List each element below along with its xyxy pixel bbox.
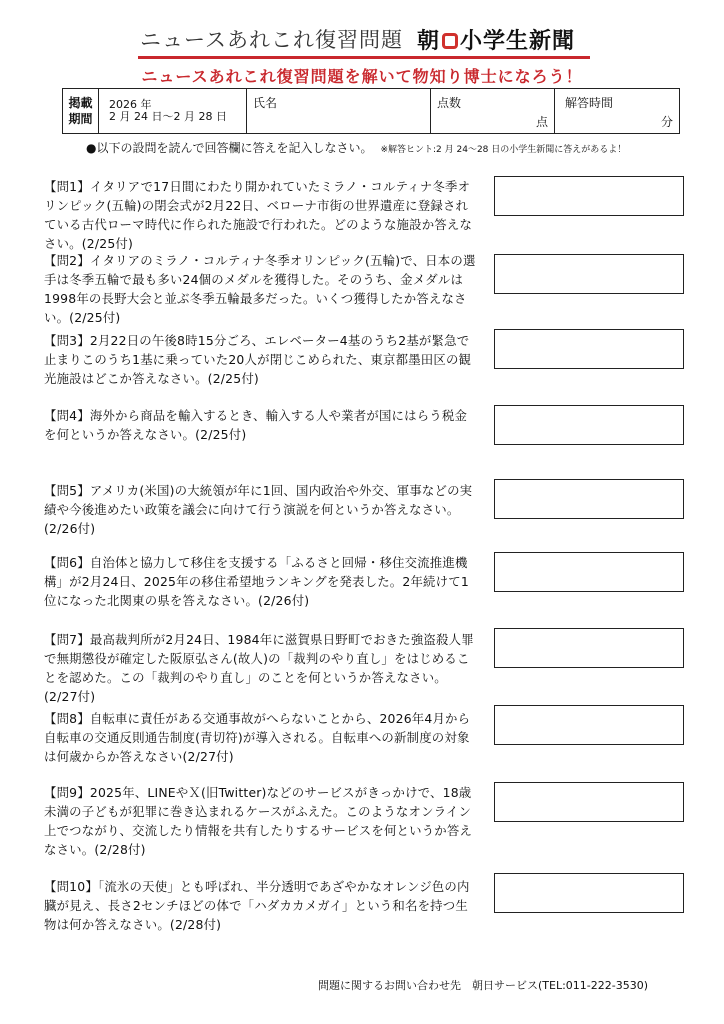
score-label: 点数 bbox=[437, 96, 462, 110]
instruction-main: ●以下の設問を読んで回答欄に答えを記入しなさい。 bbox=[86, 141, 373, 155]
score-unit: 点 bbox=[535, 115, 548, 129]
time-label: 解答時間 bbox=[565, 96, 614, 110]
answer-box-10[interactable] bbox=[494, 873, 684, 913]
question-7: 【問7】最高裁判所が2月24日、1984年に滋賀県日野町でおきた強盗殺人罪で無期懲役が確定した阪原弘さん(故人)の「裁判のやり直し」をはじめることを認めた。この「裁判のやり直し」のことを何というか答えなさい。(2/27付) bbox=[44, 632, 474, 704]
answer-box-1[interactable] bbox=[494, 176, 684, 216]
question-1: 【問1】イタリアで17日間にわたり開かれていたミラノ・コルティナ冬季オリンピック(五輪)の閉会式が2月22日、ベローナ市街の世界遺産に登録されている古代ローマ時代に作られた施設で行われた。どのような施設か答えなさい。(2/25付) bbox=[44, 179, 473, 251]
time-field[interactable] bbox=[555, 89, 679, 133]
info-table bbox=[62, 88, 680, 134]
page-header bbox=[140, 22, 600, 56]
period-label bbox=[63, 89, 99, 133]
logo-text-suffix: 小学生新聞 bbox=[459, 28, 575, 54]
contact-footer: 問題に関するお問い合わせ先 朝日サービス(TEL:011-222-3530) bbox=[318, 979, 649, 992]
answer-box-2[interactable] bbox=[494, 254, 684, 294]
question-6: 【問6】自治体と協力して移住を支援する「ふるさと回帰・移住交流推進機構」が2月24日、2025年の移住希望地ランキングを発表した。2年続けて1位になった北関東の県を答えなさい。(2/26付) bbox=[44, 555, 469, 608]
page-title: ニュースあれこれ復習問題 bbox=[140, 28, 403, 52]
header-divider bbox=[138, 56, 590, 59]
question-9: 【問9】2025年、LINEやＸ(旧Twitter)などのサービスがきっかけで、18歳未満の子どもが犯罪に巻き込まれるケースがふえた。このようなオンライン上でつながり、交流したり情報を共有したりするサービスを何というか答えなさい。(2/28付) bbox=[44, 785, 473, 857]
sun-icon bbox=[442, 33, 458, 49]
period-dates bbox=[99, 89, 247, 133]
newspaper-logo bbox=[417, 24, 575, 55]
question-4: 【問4】海外から商品を輸入するとき、輸入する人や業者が国にはらう税金を何というか答えなさい。(2/25付) bbox=[44, 408, 468, 442]
answer-box-6[interactable] bbox=[494, 552, 684, 592]
period-label-line2: 期間 bbox=[68, 112, 93, 126]
period-year: 2026 年 bbox=[109, 98, 152, 111]
name-field[interactable] bbox=[247, 89, 431, 133]
score-field[interactable] bbox=[431, 89, 555, 133]
instruction-hint: ※解答ヒント:2 月 24～28 日の小学生新聞に答えがあるよ！ bbox=[380, 145, 627, 155]
question-3: 【問3】2月22日の午後8時15分ごろ、エレベーター4基のうち2基が緊急で止まりこのうち1基に乗っていた20人が閉じこめられた、東京都墨田区の観光施設はどこか答えなさい。(2/25付) bbox=[44, 333, 472, 386]
period-label-line1: 掲載 bbox=[68, 96, 93, 110]
name-label: 氏名 bbox=[253, 96, 278, 110]
question-10: 【問10】「流氷の天使」とも呼ばれ、半分透明であざやかなオレンジ色の内臓が見え、長さ2センチほどの体で「ハダカカメガイ」という和名を持つ生物は何か答えなさい。(2/28付) bbox=[44, 879, 470, 932]
instructions bbox=[86, 139, 626, 156]
tagline: ニュースあれこれ復習問題を解いて物知り博士になろう！ bbox=[141, 67, 583, 86]
period-range: 2 月 24 日～2 月 28 日 bbox=[109, 110, 227, 123]
time-unit: 分 bbox=[660, 115, 673, 129]
answer-box-4[interactable] bbox=[494, 405, 684, 445]
answer-box-5[interactable] bbox=[494, 479, 684, 519]
answer-box-3[interactable] bbox=[494, 329, 684, 369]
answer-box-8[interactable] bbox=[494, 705, 684, 745]
question-2: 【問2】イタリアのミラノ・コルティナ冬季オリンピック(五輪)で、日本の選手は冬季五輪で最も多い24個のメダルを獲得した。そのうち、金メダルは1998年の長野大会と並ぶ冬季五輪最多だった。いくつ獲得したか答えなさい。(2/25付) bbox=[44, 253, 476, 325]
question-8: 【問8】自転車に責任がある交通事故がへらないことから、2026年4月から自転車の交通反則通告制度(青切符)が導入される。自転車への新制度の対象は何歳からか答えなさい(2/27付) bbox=[44, 711, 471, 764]
answer-box-7[interactable] bbox=[494, 628, 684, 668]
logo-text-prefix: 朝 bbox=[416, 28, 440, 54]
answer-box-9[interactable] bbox=[494, 782, 684, 822]
question-5: 【問5】アメリカ(米国)の大統領が年に1回、国内政治や外交、軍事などの実績や今後進めたい政策を議会に向けて行う演説を何というか答えなさい。(2/26付) bbox=[44, 483, 473, 536]
